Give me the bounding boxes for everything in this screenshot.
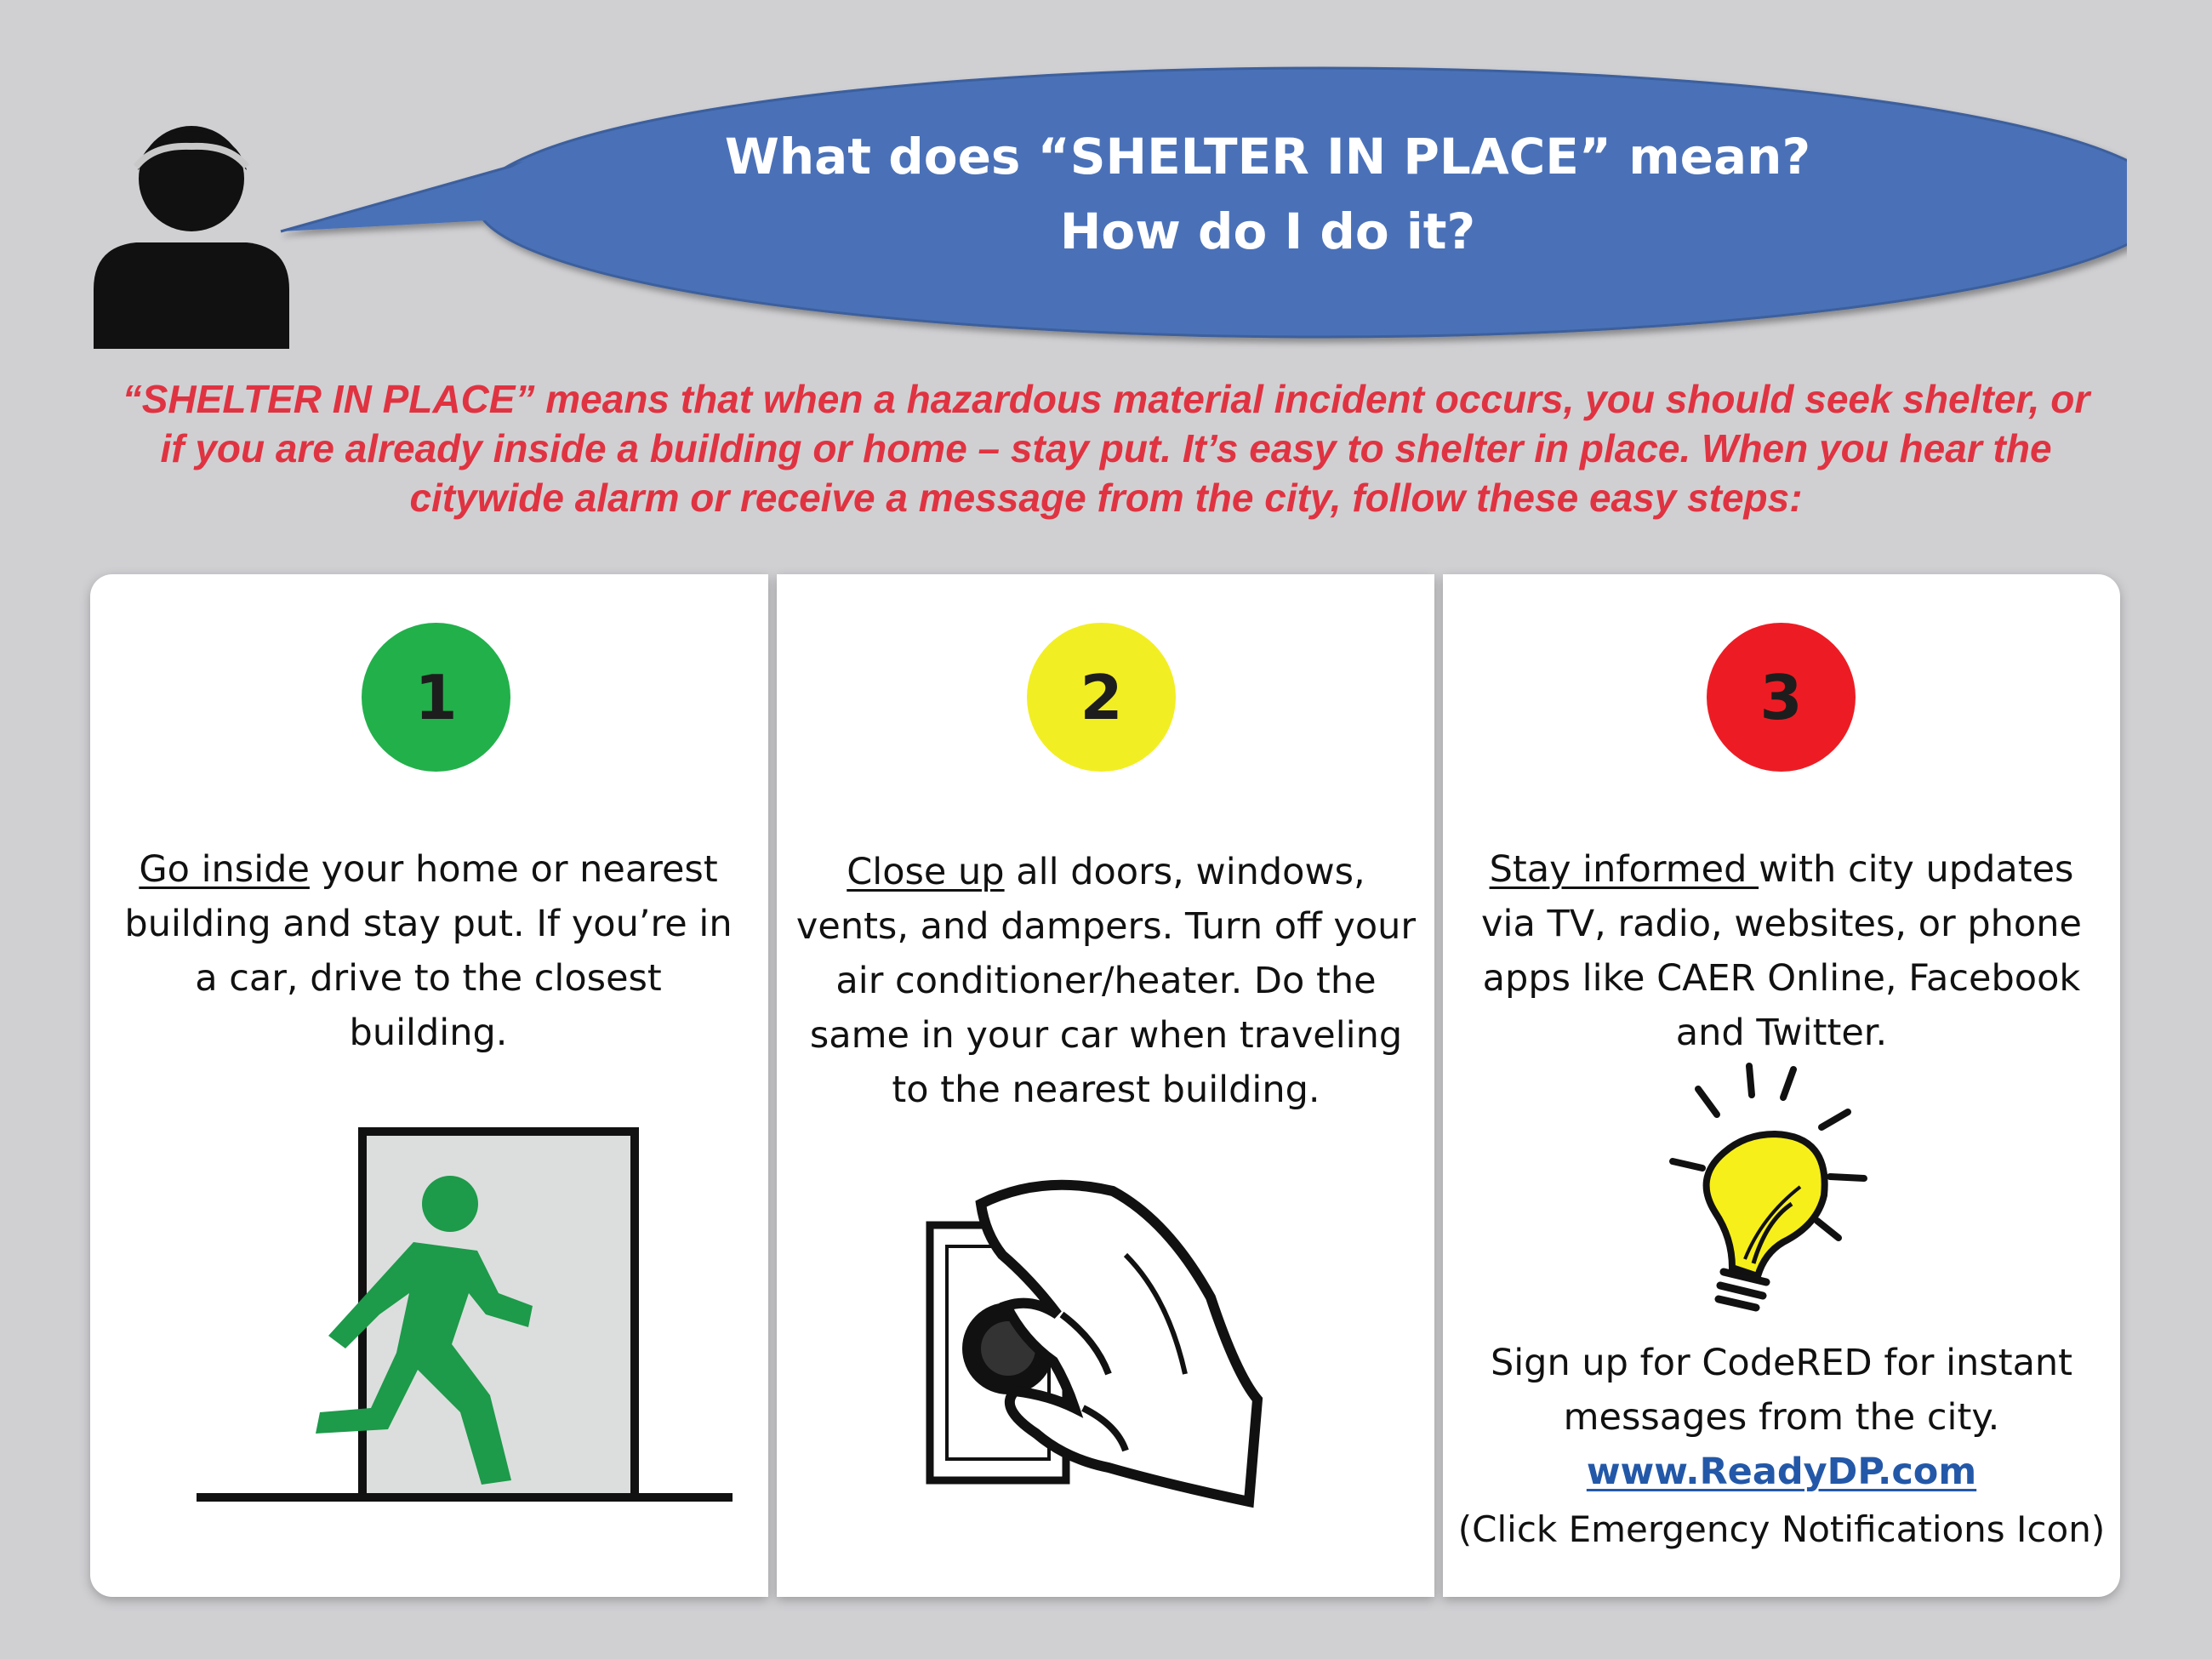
step-1-body: your home or nearest building and stay put. If you’re in a car, drive to the closest building. [124,848,733,1054]
steps-panel [90,574,2120,1597]
bubble-title-line-1: What does “SHELTER IN PLACE” mean? [724,128,1811,185]
readydp-link[interactable]: www.ReadyDP.com [1586,1451,1977,1493]
step-card-2 [777,574,1434,1597]
step-3-body: with city updates via TV, radio, websites, or phone apps like CAER Online, Facebook and Twitter. [1481,848,2082,1054]
step-number-badge: 2 [1027,623,1176,772]
bubble-title [698,119,1838,269]
lightbulb-icon [1656,1059,1911,1314]
step-3-text [1460,842,2103,1060]
step-3-lead: Stay informed [1489,848,1759,891]
step-2-body: all doors, windows, vents, and dampers. Turn off your air conditioner/heater. Do the same in your car when traveling to the nearest building. [795,851,1417,1111]
signup-note: (Click Emergency Notifications Icon) [1457,1508,2106,1550]
step-2-text [795,845,1417,1117]
running-exit-icon [197,1123,733,1514]
bubble-title-line-2: How do I do it? [1059,202,1476,260]
step-1-lead: Go inside [139,848,310,891]
intro-paragraph: “SHELTER IN PLACE” means that when a hazardous material incident occurs, you should seek shelter, or if you are already inside a building or home – stay put. It’s easy to shelter in place. When you hear the citywide alarm or receive a message from the city, follow these easy steps: [122,377,2090,520]
thermostat-hand-icon [913,1153,1296,1519]
step-1-text [116,842,741,1060]
signup-text: Sign up for CodeRED for instant messages from the city. [1490,1342,2073,1439]
step-number-badge: 3 [1707,623,1856,772]
signup-block [1443,1336,2120,1560]
step-card-1 [90,574,768,1597]
step-card-3 [1443,574,2120,1597]
person-icon [85,119,298,349]
step-2-lead: Close up [847,851,1005,893]
step-number-badge: 1 [362,623,510,772]
